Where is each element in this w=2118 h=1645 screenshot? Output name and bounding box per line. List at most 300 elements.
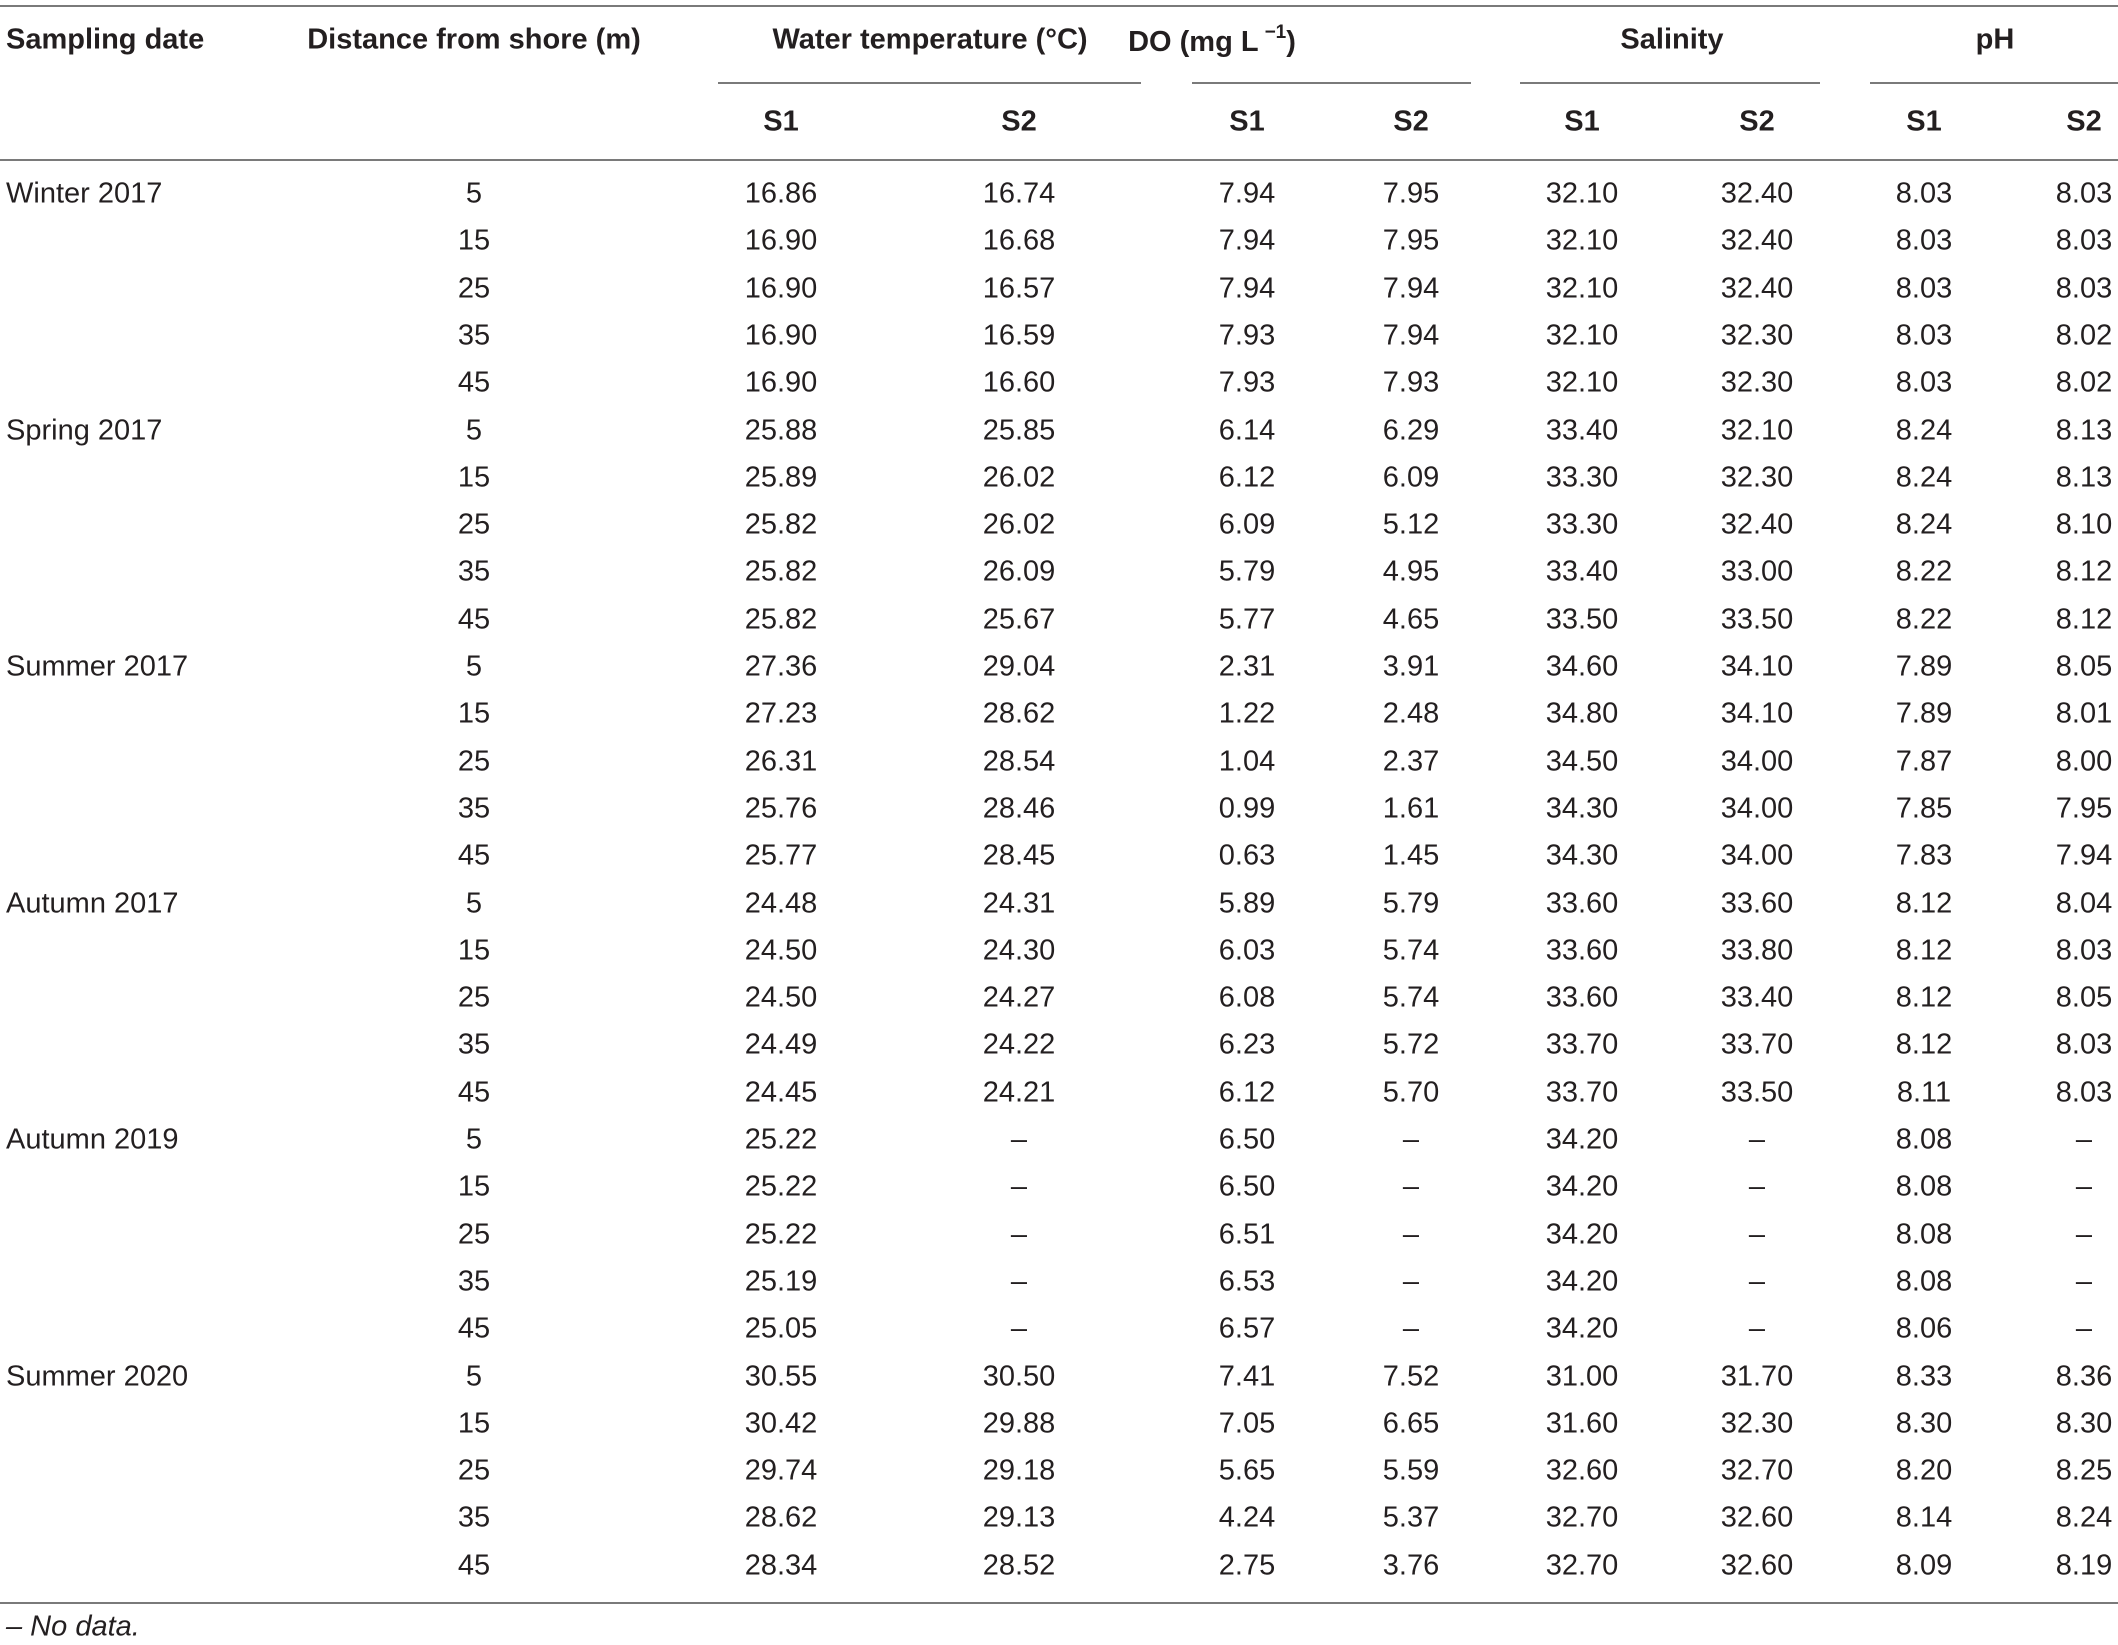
- cell-distance: 35: [457, 1501, 491, 1534]
- cell-temp-s2: 29.18: [982, 1454, 1056, 1487]
- cell-salinity-s2: 33.40: [1720, 981, 1794, 1014]
- cell-salinity-s2: 32.60: [1720, 1501, 1794, 1534]
- cell-temp-s2: 28.62: [982, 697, 1056, 730]
- cell-ph-s1: 8.06: [1895, 1312, 1953, 1345]
- cell-salinity-s1: 33.60: [1545, 887, 1619, 919]
- cell-do-s2: 6.09: [1382, 461, 1440, 494]
- cell-salinity-s2: 32.40: [1720, 177, 1794, 210]
- cell-distance: 45: [457, 839, 491, 872]
- cell-ph-s2: 8.03: [2055, 272, 2113, 305]
- cell-salinity-s1: 34.20: [1545, 1265, 1619, 1298]
- cell-salinity-s1: 34.20: [1545, 1123, 1619, 1156]
- cell-temp-s2: 25.67: [982, 603, 1056, 636]
- cell-temp-s2: 26.02: [982, 508, 1056, 541]
- cell-distance: 45: [457, 1549, 491, 1582]
- header-water-temperature: Water temperature (°C): [772, 23, 1088, 56]
- cell-salinity-s1: 34.60: [1545, 650, 1619, 683]
- cell-do-s1: 6.53: [1218, 1265, 1276, 1298]
- cell-do-s1: 6.08: [1218, 981, 1276, 1014]
- cell-distance: 25: [457, 981, 491, 1014]
- cell-distance: 5: [465, 650, 483, 683]
- subheader-salinity-s2: S2: [1739, 105, 1775, 138]
- cell-ph-s2: 8.10: [2055, 508, 2113, 541]
- cell-temp-s2: –: [1010, 1312, 1028, 1345]
- cell-distance: 45: [457, 366, 491, 399]
- sampling-date-label: Winter 2017: [6, 177, 163, 210]
- subheader-temp-s1: S1: [763, 105, 799, 138]
- cell-ph-s2: 8.13: [2055, 414, 2113, 446]
- cell-do-s1: 0.99: [1218, 792, 1276, 825]
- cell-ph-s1: 8.30: [1895, 1407, 1953, 1440]
- cell-ph-s1: 8.12: [1895, 887, 1953, 919]
- table-top-rule: [0, 5, 2118, 7]
- cell-temp-s1: 29.74: [744, 1454, 818, 1487]
- cell-distance: 15: [457, 461, 491, 494]
- cell-temp-s2: 29.88: [982, 1407, 1056, 1440]
- cell-salinity-s2: 33.60: [1720, 887, 1794, 919]
- cell-temp-s2: –: [1010, 1170, 1028, 1203]
- cell-ph-s1: 8.08: [1895, 1265, 1953, 1298]
- cell-ph-s2: –: [2075, 1123, 2093, 1156]
- cell-ph-s1: 8.24: [1895, 508, 1953, 541]
- cell-temp-s1: 24.48: [744, 887, 818, 919]
- cell-do-s1: 1.22: [1218, 697, 1276, 730]
- cell-salinity-s1: 33.30: [1545, 508, 1619, 541]
- cell-do-s2: 3.76: [1382, 1549, 1440, 1582]
- subheader-do-s2: S2: [1393, 105, 1429, 138]
- cell-ph-s2: 8.36: [2055, 1360, 2113, 1392]
- cell-temp-s1: 24.45: [744, 1076, 818, 1109]
- cell-salinity-s1: 32.10: [1545, 177, 1619, 210]
- cell-salinity-s2: 32.30: [1720, 319, 1794, 352]
- cell-temp-s1: 24.50: [744, 934, 818, 967]
- cell-temp-s1: 28.62: [744, 1501, 818, 1534]
- cell-do-s2: 2.37: [1382, 745, 1440, 778]
- cell-do-s2: 2.48: [1382, 697, 1440, 730]
- cell-do-s1: 1.04: [1218, 745, 1276, 778]
- cell-distance: 45: [457, 603, 491, 636]
- cell-temp-s1: 16.90: [744, 224, 818, 257]
- cell-salinity-s2: 32.40: [1720, 224, 1794, 257]
- cell-do-s1: 5.89: [1218, 887, 1276, 919]
- cell-temp-s2: 24.27: [982, 981, 1056, 1014]
- cell-ph-s1: 8.03: [1895, 366, 1953, 399]
- cell-do-s2: –: [1402, 1265, 1420, 1298]
- cell-distance: 15: [457, 224, 491, 257]
- sampling-date-label: Autumn 2019: [6, 1123, 179, 1156]
- cell-salinity-s2: 34.10: [1720, 697, 1794, 730]
- cell-distance: 15: [457, 697, 491, 730]
- cell-do-s1: 6.50: [1218, 1170, 1276, 1203]
- subheader-ph-s1: S1: [1906, 105, 1942, 138]
- cell-ph-s1: 8.12: [1895, 934, 1953, 967]
- cell-salinity-s1: 31.00: [1545, 1360, 1619, 1392]
- cell-ph-s2: 8.03: [2055, 177, 2113, 210]
- cell-distance: 5: [465, 1360, 483, 1392]
- cell-salinity-s2: 32.30: [1720, 366, 1794, 399]
- cell-temp-s1: 27.23: [744, 697, 818, 730]
- cell-do-s2: 5.72: [1382, 1028, 1440, 1061]
- cell-temp-s2: –: [1010, 1265, 1028, 1298]
- cell-ph-s2: 8.25: [2055, 1454, 2113, 1487]
- cell-salinity-s1: 33.60: [1545, 934, 1619, 967]
- cell-do-s1: 7.41: [1218, 1360, 1276, 1392]
- cell-do-s2: 7.95: [1382, 177, 1440, 210]
- cell-do-s2: 6.65: [1382, 1407, 1440, 1440]
- cell-do-s2: 1.45: [1382, 839, 1440, 872]
- cell-ph-s2: –: [2075, 1265, 2093, 1298]
- cell-ph-s1: 8.03: [1895, 272, 1953, 305]
- cell-do-s2: –: [1402, 1218, 1420, 1251]
- cell-ph-s1: 8.24: [1895, 461, 1953, 494]
- cell-temp-s2: 24.22: [982, 1028, 1056, 1061]
- cell-do-s1: 6.23: [1218, 1028, 1276, 1061]
- cell-temp-s2: 28.54: [982, 745, 1056, 778]
- cell-ph-s1: 8.33: [1895, 1360, 1953, 1392]
- cell-do-s1: 5.65: [1218, 1454, 1276, 1487]
- cell-salinity-s1: 31.60: [1545, 1407, 1619, 1440]
- cell-salinity-s1: 33.40: [1545, 555, 1619, 588]
- cell-ph-s1: 8.22: [1895, 603, 1953, 636]
- cell-do-s2: 3.91: [1382, 650, 1440, 683]
- cell-temp-s2: 28.45: [982, 839, 1056, 872]
- subheader-salinity-s1: S1: [1564, 105, 1600, 138]
- cell-salinity-s2: 34.00: [1720, 792, 1794, 825]
- cell-ph-s2: 8.12: [2055, 555, 2113, 588]
- cell-salinity-s2: 33.50: [1720, 1076, 1794, 1109]
- cell-do-s2: 5.74: [1382, 981, 1440, 1014]
- cell-ph-s1: 8.03: [1895, 224, 1953, 257]
- cell-ph-s2: 8.03: [2055, 224, 2113, 257]
- cell-salinity-s2: –: [1748, 1218, 1766, 1251]
- cell-temp-s1: 30.55: [744, 1360, 818, 1392]
- cell-do-s1: 7.94: [1218, 272, 1276, 305]
- cell-salinity-s2: 33.50: [1720, 603, 1794, 636]
- cell-ph-s2: 7.95: [2055, 792, 2113, 825]
- cell-ph-s2: 8.04: [2055, 887, 2113, 919]
- cell-do-s1: 5.77: [1218, 603, 1276, 636]
- cell-do-s2: 6.29: [1382, 414, 1440, 446]
- cell-do-s1: 6.50: [1218, 1123, 1276, 1156]
- cell-distance: 25: [457, 745, 491, 778]
- cell-do-s2: 5.37: [1382, 1501, 1440, 1534]
- cell-ph-s1: 8.08: [1895, 1218, 1953, 1251]
- cell-ph-s1: 8.14: [1895, 1501, 1953, 1534]
- cell-temp-s2: 28.52: [982, 1549, 1056, 1582]
- cell-temp-s2: –: [1010, 1218, 1028, 1251]
- cell-do-s2: 5.74: [1382, 934, 1440, 967]
- cell-do-s1: 7.93: [1218, 319, 1276, 352]
- cell-do-s1: 5.79: [1218, 555, 1276, 588]
- cell-do-s2: 7.94: [1382, 319, 1440, 352]
- cell-ph-s2: 8.12: [2055, 603, 2113, 636]
- cell-salinity-s1: 33.60: [1545, 981, 1619, 1014]
- cell-distance: 25: [457, 1218, 491, 1251]
- cell-do-s1: 6.12: [1218, 1076, 1276, 1109]
- cell-ph-s2: 7.94: [2055, 839, 2113, 872]
- do-underline: [1192, 82, 1471, 84]
- cell-salinity-s1: 32.10: [1545, 366, 1619, 399]
- subheader-do-s1: S1: [1229, 105, 1265, 138]
- cell-distance: 5: [465, 177, 483, 210]
- cell-salinity-s2: 34.10: [1720, 650, 1794, 683]
- cell-ph-s2: 8.24: [2055, 1501, 2113, 1534]
- cell-do-s1: 7.94: [1218, 177, 1276, 210]
- header-do: [1128, 23, 1296, 57]
- cell-ph-s2: 8.03: [2055, 1076, 2113, 1109]
- cell-distance: 35: [457, 555, 491, 588]
- cell-temp-s1: 25.05: [744, 1312, 818, 1345]
- cell-temp-s1: 28.34: [744, 1549, 818, 1582]
- cell-do-s2: –: [1402, 1312, 1420, 1345]
- cell-salinity-s1: 32.60: [1545, 1454, 1619, 1487]
- header-do-text: DO (mg L: [1128, 26, 1259, 58]
- sampling-date-label: Spring 2017: [6, 414, 163, 446]
- cell-ph-s2: –: [2075, 1170, 2093, 1203]
- cell-ph-s2: 8.13: [2055, 461, 2113, 494]
- cell-do-s1: 7.94: [1218, 224, 1276, 257]
- cell-salinity-s2: –: [1748, 1265, 1766, 1298]
- cell-temp-s1: 25.77: [744, 839, 818, 872]
- cell-temp-s2: 25.85: [982, 414, 1056, 446]
- cell-salinity-s1: 32.10: [1545, 319, 1619, 352]
- cell-temp-s1: 30.42: [744, 1407, 818, 1440]
- water-temperature-underline: [718, 82, 1141, 84]
- header-salinity: Salinity: [1620, 23, 1724, 56]
- cell-do-s1: 6.14: [1218, 414, 1276, 446]
- cell-distance: 25: [457, 508, 491, 541]
- cell-salinity-s1: 32.10: [1545, 272, 1619, 305]
- cell-do-s2: 5.70: [1382, 1076, 1440, 1109]
- cell-ph-s2: 8.05: [2055, 650, 2113, 683]
- cell-salinity-s2: –: [1748, 1123, 1766, 1156]
- cell-salinity-s1: 34.50: [1545, 745, 1619, 778]
- cell-do-s1: 2.31: [1218, 650, 1276, 683]
- cell-salinity-s2: 32.40: [1720, 508, 1794, 541]
- cell-distance: 45: [457, 1076, 491, 1109]
- cell-do-s1: 6.09: [1218, 508, 1276, 541]
- cell-salinity-s2: –: [1748, 1312, 1766, 1345]
- cell-salinity-s1: 33.70: [1545, 1076, 1619, 1109]
- cell-ph-s1: 7.83: [1895, 839, 1953, 872]
- cell-temp-s2: 26.09: [982, 555, 1056, 588]
- cell-ph-s2: 8.05: [2055, 981, 2113, 1014]
- cell-ph-s2: 8.30: [2055, 1407, 2113, 1440]
- cell-temp-s2: 24.30: [982, 934, 1056, 967]
- cell-temp-s1: 25.89: [744, 461, 818, 494]
- cell-ph-s1: 7.87: [1895, 745, 1953, 778]
- cell-distance: 35: [457, 1265, 491, 1298]
- cell-distance: 25: [457, 1454, 491, 1487]
- header-bottom-rule: [0, 159, 2118, 161]
- footnote: – No data.: [6, 1610, 140, 1643]
- sampling-date-label: Summer 2020: [6, 1360, 189, 1392]
- cell-salinity-s2: 33.80: [1720, 934, 1794, 967]
- subheader-temp-s2: S2: [1001, 105, 1037, 138]
- cell-distance: 5: [465, 414, 483, 446]
- cell-temp-s1: 16.90: [744, 319, 818, 352]
- cell-distance: 5: [465, 1123, 483, 1156]
- cell-salinity-s1: 34.80: [1545, 697, 1619, 730]
- cell-temp-s2: 16.60: [982, 366, 1056, 399]
- cell-salinity-s1: 34.20: [1545, 1218, 1619, 1251]
- cell-salinity-s2: 32.60: [1720, 1549, 1794, 1582]
- table-bottom-rule: [0, 1602, 2118, 1604]
- cell-ph-s2: 8.00: [2055, 745, 2113, 778]
- header-ph: pH: [1975, 23, 2015, 56]
- cell-temp-s2: –: [1010, 1123, 1028, 1156]
- cell-ph-s1: 8.12: [1895, 1028, 1953, 1061]
- cell-salinity-s1: 32.10: [1545, 224, 1619, 257]
- cell-ph-s1: 8.12: [1895, 981, 1953, 1014]
- cell-do-s2: 1.61: [1382, 792, 1440, 825]
- cell-ph-s2: 8.02: [2055, 319, 2113, 352]
- cell-ph-s1: 7.85: [1895, 792, 1953, 825]
- cell-do-s2: 4.65: [1382, 603, 1440, 636]
- subheader-ph-s2: S2: [2066, 105, 2102, 138]
- cell-distance: 45: [457, 1312, 491, 1345]
- sampling-date-label: Summer 2017: [6, 650, 189, 683]
- cell-temp-s1: 25.22: [744, 1123, 818, 1156]
- cell-ph-s1: 7.89: [1895, 650, 1953, 683]
- cell-do-s2: 5.59: [1382, 1454, 1440, 1487]
- cell-ph-s2: 8.03: [2055, 1028, 2113, 1061]
- header-do-superscript: −1: [1264, 22, 1287, 43]
- cell-temp-s1: 16.90: [744, 272, 818, 305]
- cell-temp-s1: 27.36: [744, 650, 818, 683]
- cell-ph-s2: 8.03: [2055, 934, 2113, 967]
- cell-do-s1: 6.12: [1218, 461, 1276, 494]
- cell-do-s2: 7.52: [1382, 1360, 1440, 1392]
- cell-ph-s1: 8.11: [1896, 1076, 1952, 1109]
- cell-do-s1: 2.75: [1218, 1549, 1276, 1582]
- cell-distance: 35: [457, 1028, 491, 1061]
- cell-do-s2: –: [1402, 1123, 1420, 1156]
- cell-temp-s2: 16.74: [982, 177, 1056, 210]
- cell-distance: 5: [465, 887, 483, 919]
- cell-temp-s1: 26.31: [744, 745, 818, 778]
- cell-salinity-s2: 32.40: [1720, 272, 1794, 305]
- cell-temp-s2: 16.59: [982, 319, 1056, 352]
- header-do-close: ): [1286, 26, 1296, 58]
- cell-temp-s1: 25.82: [744, 508, 818, 541]
- cell-do-s1: 6.51: [1218, 1218, 1276, 1251]
- cell-salinity-s2: 32.30: [1720, 1407, 1794, 1440]
- cell-do-s1: 7.05: [1218, 1407, 1276, 1440]
- cell-temp-s2: 24.31: [982, 887, 1056, 919]
- cell-temp-s1: 25.22: [744, 1170, 818, 1203]
- cell-salinity-s1: 33.30: [1545, 461, 1619, 494]
- cell-salinity-s1: 33.40: [1545, 414, 1619, 446]
- cell-salinity-s2: 32.70: [1720, 1454, 1794, 1487]
- cell-temp-s1: 25.22: [744, 1218, 818, 1251]
- cell-do-s1: 6.57: [1218, 1312, 1276, 1345]
- cell-temp-s2: 24.21: [982, 1076, 1056, 1109]
- cell-temp-s1: 24.50: [744, 981, 818, 1014]
- cell-salinity-s1: 34.30: [1545, 839, 1619, 872]
- cell-do-s1: 0.63: [1218, 839, 1276, 872]
- cell-distance: 15: [457, 1407, 491, 1440]
- cell-distance: 35: [457, 319, 491, 352]
- cell-ph-s2: –: [2075, 1218, 2093, 1251]
- cell-ph-s1: 7.89: [1895, 697, 1953, 730]
- cell-ph-s1: 8.03: [1895, 319, 1953, 352]
- cell-temp-s1: 25.82: [744, 555, 818, 588]
- cell-do-s1: 7.93: [1218, 366, 1276, 399]
- salinity-underline: [1520, 82, 1820, 84]
- cell-temp-s1: 25.76: [744, 792, 818, 825]
- cell-temp-s1: 24.49: [744, 1028, 818, 1061]
- cell-temp-s2: 26.02: [982, 461, 1056, 494]
- ph-underline: [1870, 82, 2118, 84]
- cell-ph-s2: –: [2075, 1312, 2093, 1345]
- cell-ph-s1: 8.08: [1895, 1170, 1953, 1203]
- cell-temp-s1: 25.82: [744, 603, 818, 636]
- cell-distance: 15: [457, 1170, 491, 1203]
- cell-distance: 25: [457, 272, 491, 305]
- cell-ph-s1: 8.08: [1895, 1123, 1953, 1156]
- cell-ph-s2: 8.19: [2055, 1549, 2113, 1582]
- cell-salinity-s2: 31.70: [1720, 1360, 1794, 1392]
- cell-temp-s1: 25.19: [744, 1265, 818, 1298]
- cell-do-s1: 6.03: [1218, 934, 1276, 967]
- cell-distance: 35: [457, 792, 491, 825]
- cell-temp-s2: 29.04: [982, 650, 1056, 683]
- cell-temp-s2: 30.50: [982, 1360, 1056, 1392]
- cell-do-s2: 7.93: [1382, 366, 1440, 399]
- cell-ph-s1: 8.22: [1895, 555, 1953, 588]
- cell-do-s2: 4.95: [1382, 555, 1440, 588]
- cell-do-s2: 7.94: [1382, 272, 1440, 305]
- cell-salinity-s2: 32.10: [1720, 414, 1794, 446]
- header-sampling-date: Sampling date: [6, 23, 205, 56]
- cell-salinity-s2: –: [1748, 1170, 1766, 1203]
- cell-salinity-s2: 32.30: [1720, 461, 1794, 494]
- cell-salinity-s1: 33.50: [1545, 603, 1619, 636]
- cell-temp-s1: 25.88: [744, 414, 818, 446]
- cell-salinity-s2: 34.00: [1720, 839, 1794, 872]
- cell-salinity-s1: 34.20: [1545, 1170, 1619, 1203]
- cell-temp-s1: 16.90: [744, 366, 818, 399]
- cell-do-s2: 5.12: [1382, 508, 1440, 541]
- cell-temp-s2: 29.13: [982, 1501, 1056, 1534]
- cell-distance: 15: [457, 934, 491, 967]
- cell-salinity-s1: 32.70: [1545, 1501, 1619, 1534]
- cell-ph-s1: 8.09: [1895, 1549, 1953, 1582]
- cell-salinity-s2: 34.00: [1720, 745, 1794, 778]
- cell-do-s2: 7.95: [1382, 224, 1440, 257]
- cell-temp-s2: 16.68: [982, 224, 1056, 257]
- cell-do-s2: –: [1402, 1170, 1420, 1203]
- cell-ph-s1: 8.24: [1895, 414, 1953, 446]
- sampling-date-label: Autumn 2017: [6, 887, 179, 919]
- cell-salinity-s1: 32.70: [1545, 1549, 1619, 1582]
- cell-temp-s2: 28.46: [982, 792, 1056, 825]
- cell-ph-s2: 8.02: [2055, 366, 2113, 399]
- cell-salinity-s1: 34.30: [1545, 792, 1619, 825]
- cell-temp-s2: 16.57: [982, 272, 1056, 305]
- cell-salinity-s2: 33.70: [1720, 1028, 1794, 1061]
- cell-ph-s1: 8.03: [1895, 177, 1953, 210]
- cell-ph-s1: 8.20: [1895, 1454, 1953, 1487]
- cell-salinity-s1: 33.70: [1545, 1028, 1619, 1061]
- cell-salinity-s2: 33.00: [1720, 555, 1794, 588]
- cell-do-s1: 4.24: [1218, 1501, 1276, 1534]
- cell-salinity-s1: 34.20: [1545, 1312, 1619, 1345]
- cell-do-s2: 5.79: [1382, 887, 1440, 919]
- header-distance: Distance from shore (m): [307, 23, 641, 56]
- cell-ph-s2: 8.01: [2055, 697, 2113, 730]
